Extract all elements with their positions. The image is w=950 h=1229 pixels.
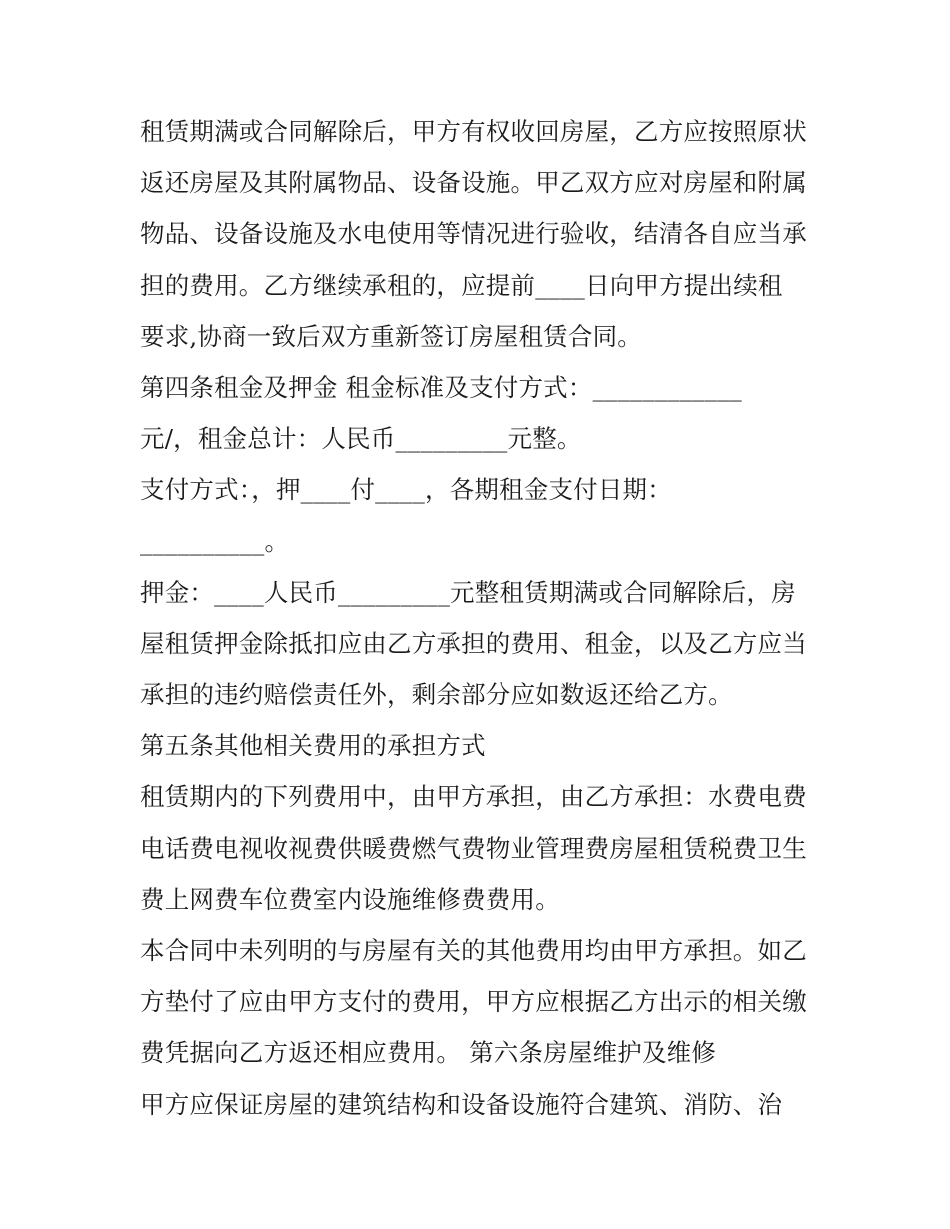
deposit-line: 押金：____人民币_________元整租赁期满或合同解除后，房 xyxy=(140,577,796,607)
text-line-20: 甲方应保证房屋的建筑结构和设备设施符合建筑、消防、治 xyxy=(140,1089,783,1119)
text-line-15: 电话费电视收视费供暖费燃气费物业管理费房屋租赁税费卫生 xyxy=(140,833,807,863)
text-line-17: 本合同中未列明的与房屋有关的其他费用均由甲方承担。如乙 xyxy=(140,936,807,965)
contract-text xyxy=(140,106,830,1130)
article-5-heading: 第五条其他相关费用的承担方式 xyxy=(140,731,486,761)
payment-date-blank: __________。 xyxy=(140,526,290,556)
text-line-18: 方垫付了应由甲方支付的费用，甲方应根据乙方出示的相关缴 xyxy=(140,987,807,1017)
text-line-2: 返还房屋及其附属物品、设备设施。甲乙双方应对房屋和附属 xyxy=(140,168,807,198)
text-line-1: 租赁期满或合同解除后，甲方有权收回房屋，乙方应按照原状 xyxy=(140,117,807,146)
article-4-heading: 第四条租金及押金 租金标准及支付方式：____________ xyxy=(140,372,742,402)
text-line-7: 元/，租金总计：人民币_________元整。 xyxy=(140,424,582,454)
text-line-14: 租赁期内的下列费用中，由甲方承担，由乙方承担：水费电费 xyxy=(140,782,807,812)
text-line-5: 要求,协商一致后双方重新签订房屋租赁合同。 xyxy=(140,321,642,351)
text-line-11: 屋租赁押金除抵扣应由乙方承担的费用、租金，以及乙方应当 xyxy=(140,628,807,658)
text-line-3: 物品、设备设施及水电使用等情况进行验收，结清各自应当承 xyxy=(140,219,807,249)
text-line-16: 费上网费车位费室内设施维修费费用。 xyxy=(140,884,560,914)
text-line-4: 担的费用。乙方继续承租的，应提前____日向甲方提出续租 xyxy=(140,270,783,300)
payment-method-line: 支付方式：，押____付____，各期租金支付日期： xyxy=(140,475,672,505)
text-line-12: 承担的违约赔偿责任外，剩余部分应如数返还给乙方。 xyxy=(140,680,733,710)
text-line-19: 费凭据向乙方返还相应费用。 第六条房屋维护及维修 xyxy=(140,1038,717,1068)
